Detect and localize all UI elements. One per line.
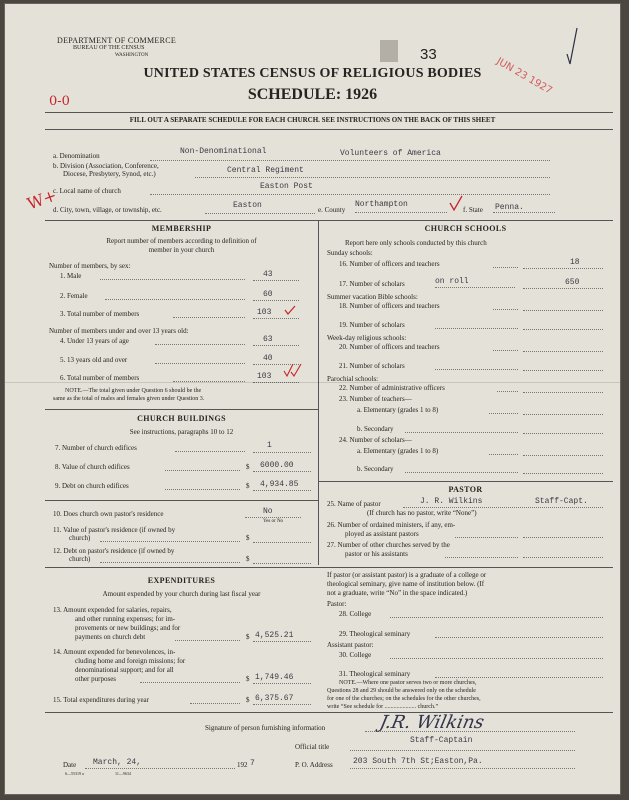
q15-label: 15. Total expenditures during year — [53, 696, 149, 704]
answer-line — [523, 310, 603, 311]
answer-line — [523, 455, 603, 456]
q25-note: (If church has no pastor, write “None”) — [367, 509, 477, 517]
expenditures-sub: Amount expended by your church during last fiscal year — [102, 590, 261, 598]
q4-label: 4. Under 13 years of age — [60, 337, 129, 345]
leader-dots — [100, 279, 245, 280]
leader-dots — [455, 537, 518, 538]
q14-label-4: other purposes — [75, 675, 117, 683]
membership-intro: Report number of members according to definition of — [106, 237, 257, 245]
state-value: Penna. — [495, 203, 524, 212]
answer-line — [390, 617, 603, 618]
state-label: f. State — [463, 206, 483, 214]
check-mark-icon — [283, 304, 297, 316]
leader-dots — [165, 470, 240, 471]
answer-line — [253, 563, 311, 564]
pastor-note: NOTE.—Where one pastor serves two or more churches, — [339, 680, 477, 686]
dollar-sign: $ — [246, 463, 250, 471]
members-by-age-heading: Number of members under and over 13 years old: — [49, 327, 189, 335]
q16-label: 16. Number of officers and teachers — [339, 260, 440, 268]
leader-dots — [100, 541, 240, 542]
pastor-subheading: Pastor: — [327, 600, 347, 608]
leader-dots — [435, 287, 515, 288]
q13-label-2: and other running expenses; for im- — [75, 615, 176, 623]
dollar-sign: $ — [246, 534, 250, 542]
answer-line — [253, 542, 311, 543]
q9-answer: 4,934.85 — [260, 480, 299, 489]
q2-answer: 60 — [263, 290, 273, 299]
q3-label: 3. Total number of members — [60, 310, 140, 318]
leader-dots — [493, 267, 518, 268]
official-title-label: Official title — [295, 743, 330, 751]
leader-dots — [497, 391, 518, 392]
city-label: d. City, town, village, or township, etc. — [53, 206, 162, 214]
answer-line — [523, 537, 603, 538]
q8-answer: 6000.00 — [260, 461, 294, 470]
q12-label: 12. Debt on pastor's residence (if owned by — [53, 547, 175, 555]
weekday-schools-heading: Week-day religious schools: — [327, 334, 407, 342]
year-value: 7 — [250, 759, 255, 768]
church-buildings-sub: See instructions, paragraphs 10 to 12 — [129, 428, 234, 436]
q30-label: 30. College — [339, 651, 372, 659]
vacation-schools-heading: Summer vacation Bible schools: — [327, 293, 418, 301]
answer-line — [253, 452, 311, 453]
answer-line — [253, 641, 311, 642]
sunday-schools-heading: Sunday schools: — [327, 249, 373, 257]
answer-line — [523, 288, 603, 289]
bureau-name: BUREAU OF THE CENSUS — [73, 45, 145, 51]
q14-label-3: denominational support; and for all — [75, 666, 174, 674]
q7-label: 7. Number of church edifices — [55, 444, 137, 452]
dollar-sign: $ — [246, 482, 250, 490]
membership-heading: MEMBERSHIP — [151, 224, 212, 233]
q1-answer: 43 — [263, 270, 273, 279]
pastor-note-2: Questions 28 and 29 should be answered only on the schedule — [327, 688, 476, 694]
membership-intro-2: member in your church — [148, 246, 215, 254]
q14-label: 14. Amount expended for benevolences, in- — [53, 648, 176, 656]
parochial-schools-heading: Parochial schools: — [327, 375, 379, 383]
q2-label: 2. Female — [60, 292, 88, 300]
answer-line — [523, 557, 603, 558]
po-address-label: P. O. Address — [295, 761, 333, 769]
local-name-value: Easton Post — [260, 182, 313, 191]
dollar-sign: $ — [246, 696, 250, 704]
denomination-value: Non-Denominational — [180, 147, 267, 156]
church-schools-heading: CHURCH SCHOOLS — [424, 224, 507, 233]
q23-label: 23. Number of teachers— — [339, 395, 412, 403]
po-address-line — [350, 768, 575, 769]
q13-label-3: provements or new buildings; and for — [75, 624, 181, 632]
official-title-line — [350, 750, 575, 751]
q12-label-2: church) — [69, 555, 91, 563]
answer-line — [253, 300, 299, 301]
county-label: e. County — [318, 206, 346, 214]
q4-answer: 63 — [263, 335, 273, 344]
leader-dots — [100, 562, 240, 563]
pastor-note-3: for one of the churches; on the schedules for the other churches, — [327, 696, 481, 702]
instruction-line: FILL OUT A SEPARATE SCHEDULE FOR EACH CHURCH. SEE INSTRUCTIONS ON THE BACK OF THIS SHEET — [129, 116, 496, 124]
q6-answer: 103 — [257, 372, 272, 381]
q23a-label: a. Elementary (grades 1 to 8) — [357, 406, 439, 414]
year-prefix: 192 — [237, 761, 248, 769]
q5-answer: 40 — [263, 354, 273, 363]
answer-line — [253, 490, 311, 491]
leader-dots — [435, 369, 518, 370]
division-label-2: Diocese, Presbytery, Synod, etc.) — [63, 170, 156, 178]
q31-label: 31. Theological seminary — [339, 670, 411, 678]
answer-line — [523, 433, 603, 434]
q9-label: 9. Debt on church edifices — [55, 482, 129, 490]
q13-answer: 4,525.21 — [255, 631, 294, 640]
q17-answer-note: on roll — [435, 277, 469, 286]
q24a-label: a. Elementary (grades 1 to 8) — [357, 447, 439, 455]
q17-label: 17. Number of scholars — [339, 280, 405, 288]
divider — [45, 500, 318, 501]
answer-line — [435, 677, 603, 678]
q18-label: 18. Number of officers and teachers — [339, 302, 440, 310]
membership-note: NOTE.—The total given under Question 6 should be the — [65, 388, 202, 394]
q22-label: 22. Number of administrative officers — [339, 384, 445, 392]
leader-dots — [165, 489, 240, 490]
divider — [45, 567, 613, 568]
leader-dots — [489, 413, 518, 414]
leader-dots — [155, 363, 245, 364]
q5-label: 5. 13 years old and over — [60, 356, 128, 364]
church-schools-intro: Report here only schools conducted by this church — [345, 239, 487, 247]
local-name-line — [150, 194, 550, 195]
check-mark-icon — [565, 26, 579, 66]
answer-line — [523, 329, 603, 330]
divider — [45, 409, 318, 410]
divider — [45, 220, 613, 221]
leader-dots — [489, 454, 518, 455]
college-note: If pastor (or assistant pastor) is a graduate of a college or — [327, 571, 487, 579]
leader-dots — [173, 317, 245, 318]
college-note-3: not a graduate, write “No” in the space indicated.) — [327, 589, 468, 597]
answer-line — [523, 351, 603, 352]
po-address-value: 203 South 7th St;Easton,Pa. — [353, 757, 483, 766]
q16-answer: 18 — [570, 258, 580, 267]
date-value: March, 24, — [93, 758, 142, 767]
q27-label: 27. Number of other churches served by the — [327, 541, 450, 549]
q11-label: 11. Value of pastor's residence (if owned by — [53, 526, 176, 534]
double-check-mark-icon — [282, 362, 304, 378]
form-subtitle: SCHEDULE: 1926 — [247, 86, 378, 103]
q10-answer: No — [263, 507, 273, 516]
print-code: 6—55319 a — [65, 771, 84, 776]
answer-line — [253, 280, 299, 281]
leader-dots — [155, 344, 245, 345]
pastor-name-value: J. R. Wilkins — [420, 497, 483, 506]
answer-line — [253, 471, 311, 472]
city-name: WASHINGTON — [115, 53, 149, 58]
q25-label: 25. Name of pastor — [327, 500, 381, 508]
q15-answer: 6,375.67 — [255, 694, 294, 703]
divider — [318, 481, 613, 482]
dollar-sign: $ — [246, 633, 250, 641]
answer-line — [523, 370, 603, 371]
q17-answer: 650 — [565, 278, 580, 287]
q27-label-2: pastor or his assistants — [345, 550, 408, 558]
answer-line — [253, 704, 311, 705]
answer-line — [253, 345, 299, 346]
signature-value: J.R. Wilkins — [377, 712, 486, 733]
county-value: Northampton — [355, 200, 408, 209]
denomination-value-2: Volunteers of America — [340, 149, 441, 158]
leader-dots — [445, 557, 518, 558]
division-line — [195, 177, 550, 178]
leader-dots — [405, 432, 518, 433]
divider — [45, 112, 613, 113]
q1-label: 1. Male — [60, 272, 82, 280]
received-date-stamp: JUN 23 1927 — [494, 56, 554, 97]
yes-no-hint: Yes or No — [263, 519, 284, 524]
form-title: UNITED STATES CENSUS OF RELIGIOUS BODIES — [143, 66, 482, 81]
dollar-sign: $ — [246, 675, 250, 683]
assistant-pastor-subheading: Assistant pastor: — [327, 641, 374, 649]
q14-answer: 1,749.46 — [255, 673, 294, 682]
handwritten-mark-top: 0-0 — [49, 94, 70, 109]
q21-label: 21. Number of scholars — [339, 362, 405, 370]
answer-line — [523, 268, 603, 269]
q28-label: 28. College — [339, 610, 372, 618]
answer-line — [390, 658, 603, 659]
leader-dots — [140, 682, 240, 683]
pastor-rank-value: Staff-Capt. — [535, 497, 588, 506]
expenditures-heading: EXPENDITURES — [147, 576, 216, 585]
answer-line — [253, 318, 299, 319]
division-value: Central Regiment — [227, 166, 304, 175]
q11-label-2: church) — [69, 534, 91, 542]
signature-label: Signature of person furnishing information — [205, 724, 326, 732]
q24b-label: b. Secondary — [357, 465, 394, 473]
q26-label-2: ployed as assistant pastors — [345, 530, 419, 538]
answer-line — [435, 637, 603, 638]
official-title-value: Staff-Captain — [410, 736, 473, 745]
handwritten-margin-mark: W+ — [24, 185, 60, 214]
answer-line — [403, 507, 603, 508]
pastor-note-4: write “See schedule for ..................... church.” — [327, 704, 439, 710]
leader-dots — [175, 451, 245, 452]
dollar-sign: $ — [246, 555, 250, 563]
leader-dots — [435, 328, 518, 329]
q29-label: 29. Theological seminary — [339, 630, 411, 638]
college-note-2: theological seminary, give name of institution below. (If — [327, 580, 485, 588]
city-value: Easton — [233, 201, 262, 210]
q7-answer: 1 — [267, 441, 272, 450]
leader-dots — [175, 640, 240, 641]
date-line — [85, 768, 235, 769]
form-number: 33 — [420, 46, 437, 63]
column-divider — [318, 220, 319, 565]
denomination-label: a. Denomination — [53, 152, 100, 160]
denomination-line — [150, 160, 550, 161]
divider — [45, 712, 613, 713]
city-line — [205, 213, 315, 214]
answer-line — [523, 414, 603, 415]
redacted-mark — [380, 40, 398, 62]
state-line — [493, 212, 555, 213]
q13-label-4: payments on church debt — [75, 633, 146, 641]
department-name: DEPARTMENT OF COMMERCE — [57, 36, 177, 45]
q14-label-2: cluding home and foreign missions; for — [75, 657, 186, 665]
answer-line — [523, 392, 603, 393]
members-by-sex-heading: Number of members, by sex: — [49, 262, 131, 270]
leader-dots — [190, 703, 240, 704]
check-mark-icon — [448, 194, 464, 212]
q8-label: 8. Value of church edifices — [55, 463, 130, 471]
q23b-label: b. Secondary — [357, 425, 394, 433]
census-schedule-sheet — [5, 4, 620, 794]
answer-line — [523, 473, 603, 474]
leader-dots — [493, 309, 518, 310]
q10-label: 10. Does church own pastor's residence — [53, 510, 164, 518]
leader-dots — [105, 299, 245, 300]
leader-dots — [405, 472, 518, 473]
pastor-heading: PASTOR — [448, 485, 483, 494]
q13-label: 13. Amount expended for salaries, repairs, — [53, 606, 172, 614]
q20-label: 20. Number of officers and teachers — [339, 343, 440, 351]
answer-line — [253, 683, 311, 684]
membership-note-2: same as the total of males and females given under Question 3. — [53, 396, 205, 402]
church-buildings-heading: CHURCH BUILDINGS — [137, 414, 226, 423]
print-code-2: 11—9634 — [115, 771, 131, 776]
division-label: b. Division (Association, Conference, — [53, 162, 159, 170]
county-line — [355, 212, 447, 213]
q26-label: 26. Number of ordained ministers, if any, em- — [327, 521, 456, 529]
local-name-label: c. Local name of church — [53, 187, 121, 195]
answer-line — [245, 517, 301, 518]
divider — [45, 129, 613, 130]
q3-answer: 103 — [257, 308, 272, 317]
q6-label: 6. Total number of members — [60, 374, 140, 382]
q24-label: 24. Number of scholars— — [339, 436, 412, 444]
leader-dots — [493, 350, 518, 351]
date-label: Date — [63, 761, 77, 769]
fold-crease — [5, 382, 620, 383]
q19-label: 19. Number of scholars — [339, 321, 405, 329]
